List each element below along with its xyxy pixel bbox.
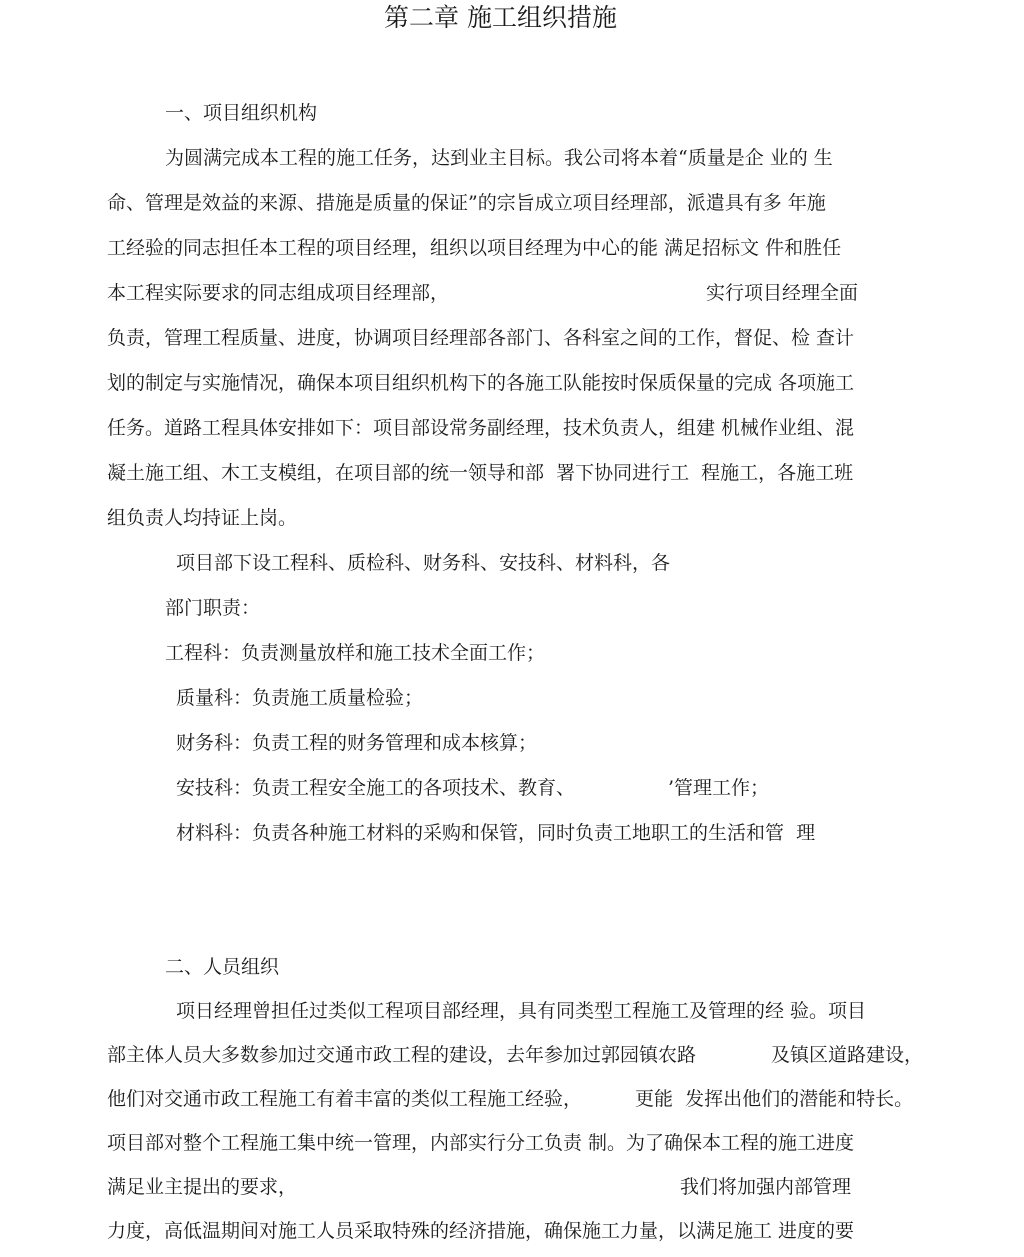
paragraph-line: 项目部对整个工程施工集中统一管理，内部实行分工负责 制。为了确保本工程的施工进度 — [107, 1132, 855, 1154]
paragraph-line: 命、管理是效益的来源、措施是质量的保证”的宗旨成立项目经理部，派遣具有多 年施 — [107, 192, 826, 214]
paragraph-line: 凝土施工组、木工支模组，在项目部的统一领导和部 署下协同进行工 程施工，各施工班 — [107, 462, 854, 484]
paragraph-line: 力度，高低温期间对施工人员采取特殊的经济措施，确保施工力量，以满足施工 进度的要 — [107, 1220, 855, 1242]
paragraph-line: 及镇区道路建设， — [771, 1044, 924, 1066]
section-heading: 一、项目组织机构 — [165, 102, 318, 124]
paragraph-line: 负责，管理工程质量、进度，协调项目经理部各部门、各科室之间的工作，督促、检 查计 — [107, 327, 855, 349]
duty-item: 财务科：负责工程的财务管理和成本核算； — [176, 732, 538, 754]
paragraph-line: 他们对交通市政工程施工有着丰富的类似工程施工经验， — [107, 1088, 583, 1110]
paragraph-line: 部门职责： — [165, 597, 261, 619]
page-title: 第二章 施工组织措施 — [384, 3, 617, 32]
paragraph-line: 更能 发挥出他们的潜能和特长。 — [635, 1088, 914, 1110]
duty-item: 工程科：负责测量放样和施工技术全面工作； — [165, 642, 546, 664]
paragraph-line: 组负责人均持证上岗。 — [107, 507, 298, 529]
paragraph-line: 任务。道路工程具体安排如下：项目部设常务副经理，技术负责人，组建 机械作业组、混 — [107, 417, 855, 439]
paragraph-line: 本工程实际要求的同志组成项目经理部， — [107, 282, 450, 304]
paragraph-line: 项目部下设工程科、质检科、财务科、安技科、材料科，各 — [176, 552, 671, 574]
paragraph-line: 部主体人员大多数参加过交通市政工程的建设，去年参加过郭园镇农路 — [107, 1044, 697, 1066]
duty-item: 安技科：负责工程安全施工的各项技术、教育、 — [176, 777, 576, 799]
paragraph-line: 我们将加强内部管理 — [680, 1176, 852, 1198]
duty-item: ’管理工作； — [668, 777, 770, 799]
paragraph-line: 实行项目经理全面 — [706, 282, 859, 304]
paragraph-line: 工经验的同志担任本工程的项目经理，组织以项目经理为中心的能 满足招标文 件和胜任 — [107, 237, 842, 259]
duty-item: 材料科：负责各种施工材料的采购和保管，同时负责工地职工的生活和管 理 — [176, 822, 816, 844]
section-heading: 二、人员组织 — [165, 956, 280, 978]
paragraph-line: 为圆满完成本工程的施工任务，达到业主目标。我公司将本着“质量是企 业的 生 — [165, 147, 833, 169]
paragraph-line: 满足业主提出的要求， — [107, 1176, 298, 1198]
paragraph-line: 项日经理曾担任过类似工程项目部经理，具有同类型工程施工及管理的经 验。项目 — [176, 1000, 867, 1022]
duty-item: 质量科：负责施工质量检验； — [176, 687, 424, 709]
paragraph-line: 划的制定与实施情况，确保本项目组织机构下的各施工队能按时保质保量的完成 各项施工 — [107, 372, 855, 394]
